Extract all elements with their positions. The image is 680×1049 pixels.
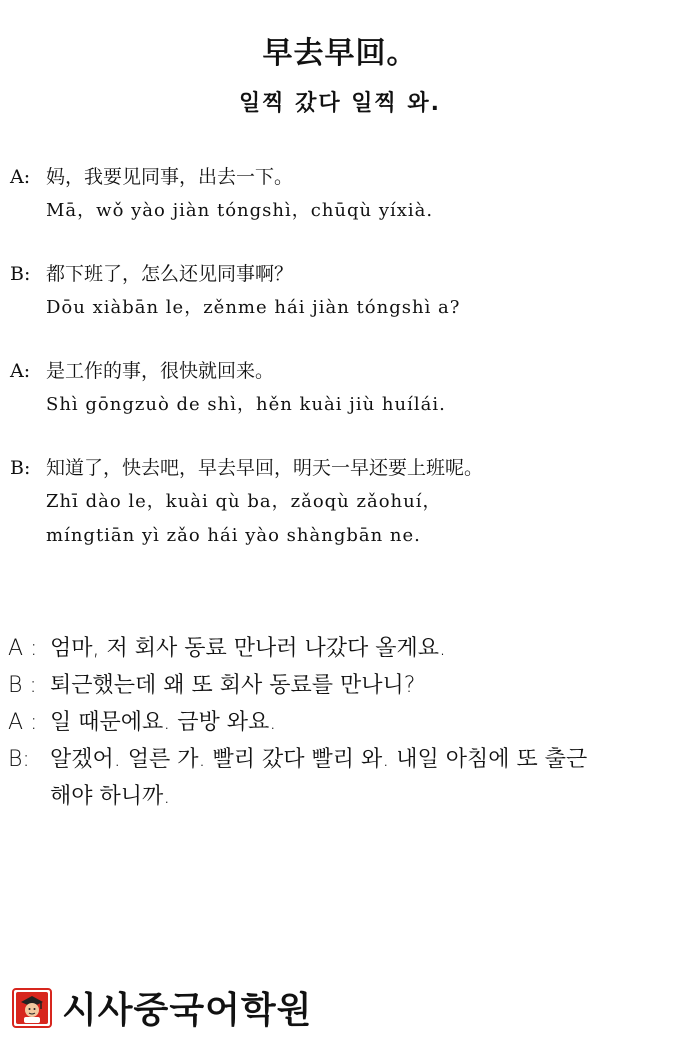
speaker-label: A: — [10, 166, 31, 188]
speaker-label: B: — [10, 263, 31, 285]
korean-text: 일 때문에요. 금방 와요. — [50, 710, 277, 735]
page-subtitle: 일찍 갔다 일찍 와. — [238, 91, 442, 116]
dialogue-turn — [10, 160, 670, 228]
korean-line — [8, 667, 668, 704]
pinyin-line: Mā，wǒ yào jiàn tóngshì，chūqù yíxià. — [46, 200, 434, 221]
korean-text: 해야 하니까. — [50, 784, 171, 809]
pinyin-line: Shì gōngzuò de shì，hěn kuài jiù huílái. — [46, 394, 446, 415]
chinese-line: 都下班了，怎么还见同事啊？ — [46, 263, 294, 285]
dialogue-turn — [10, 451, 670, 553]
dialogue-turn — [10, 354, 670, 422]
speaker-label: A: — [10, 360, 31, 382]
pinyin-line: míngtiān yì zǎo hái yào shàngbān ne. — [46, 525, 421, 546]
pinyin-line: Dōu xiàbān le，zěnme hái jiàn tóngshì a? — [46, 297, 461, 318]
korean-line — [8, 630, 668, 667]
speaker-label: B: — [8, 747, 30, 772]
korean-line — [8, 741, 668, 815]
academy-mascot-icon — [12, 988, 52, 1028]
korean-line — [8, 704, 668, 741]
page-title: 早去早回。 — [262, 36, 418, 71]
speaker-label: B : — [8, 673, 37, 698]
chinese-line: 妈，我要见同事，出去一下。 — [46, 166, 294, 188]
speaker-label: A : — [8, 710, 38, 735]
korean-text: 퇴근했는데 왜 또 회사 동료를 만나니? — [50, 673, 416, 698]
korean-text: 알겠어. 얼른 가. 빨리 갔다 빨리 와. 내일 아침에 또 출근 — [50, 747, 588, 772]
chinese-line: 知道了，快去吧，早去早回，明天一早还要上班呢。 — [46, 457, 484, 479]
korean-text: 엄마, 저 회사 동료 만나러 나갔다 올게요. — [50, 636, 446, 661]
brand-name: 시사중국어학원 — [62, 990, 313, 1031]
chinese-dialogue — [10, 160, 670, 582]
speaker-label: A : — [8, 636, 38, 661]
chinese-line: 是工作的事，很快就回来。 — [46, 360, 275, 382]
korean-translation — [8, 630, 668, 815]
brand-logo — [12, 982, 312, 1033]
pinyin-line: Zhī dào le，kuài qù ba，zǎoqù zǎohuí， — [46, 491, 442, 512]
dialogue-turn — [10, 257, 670, 325]
speaker-label: B: — [10, 457, 31, 479]
